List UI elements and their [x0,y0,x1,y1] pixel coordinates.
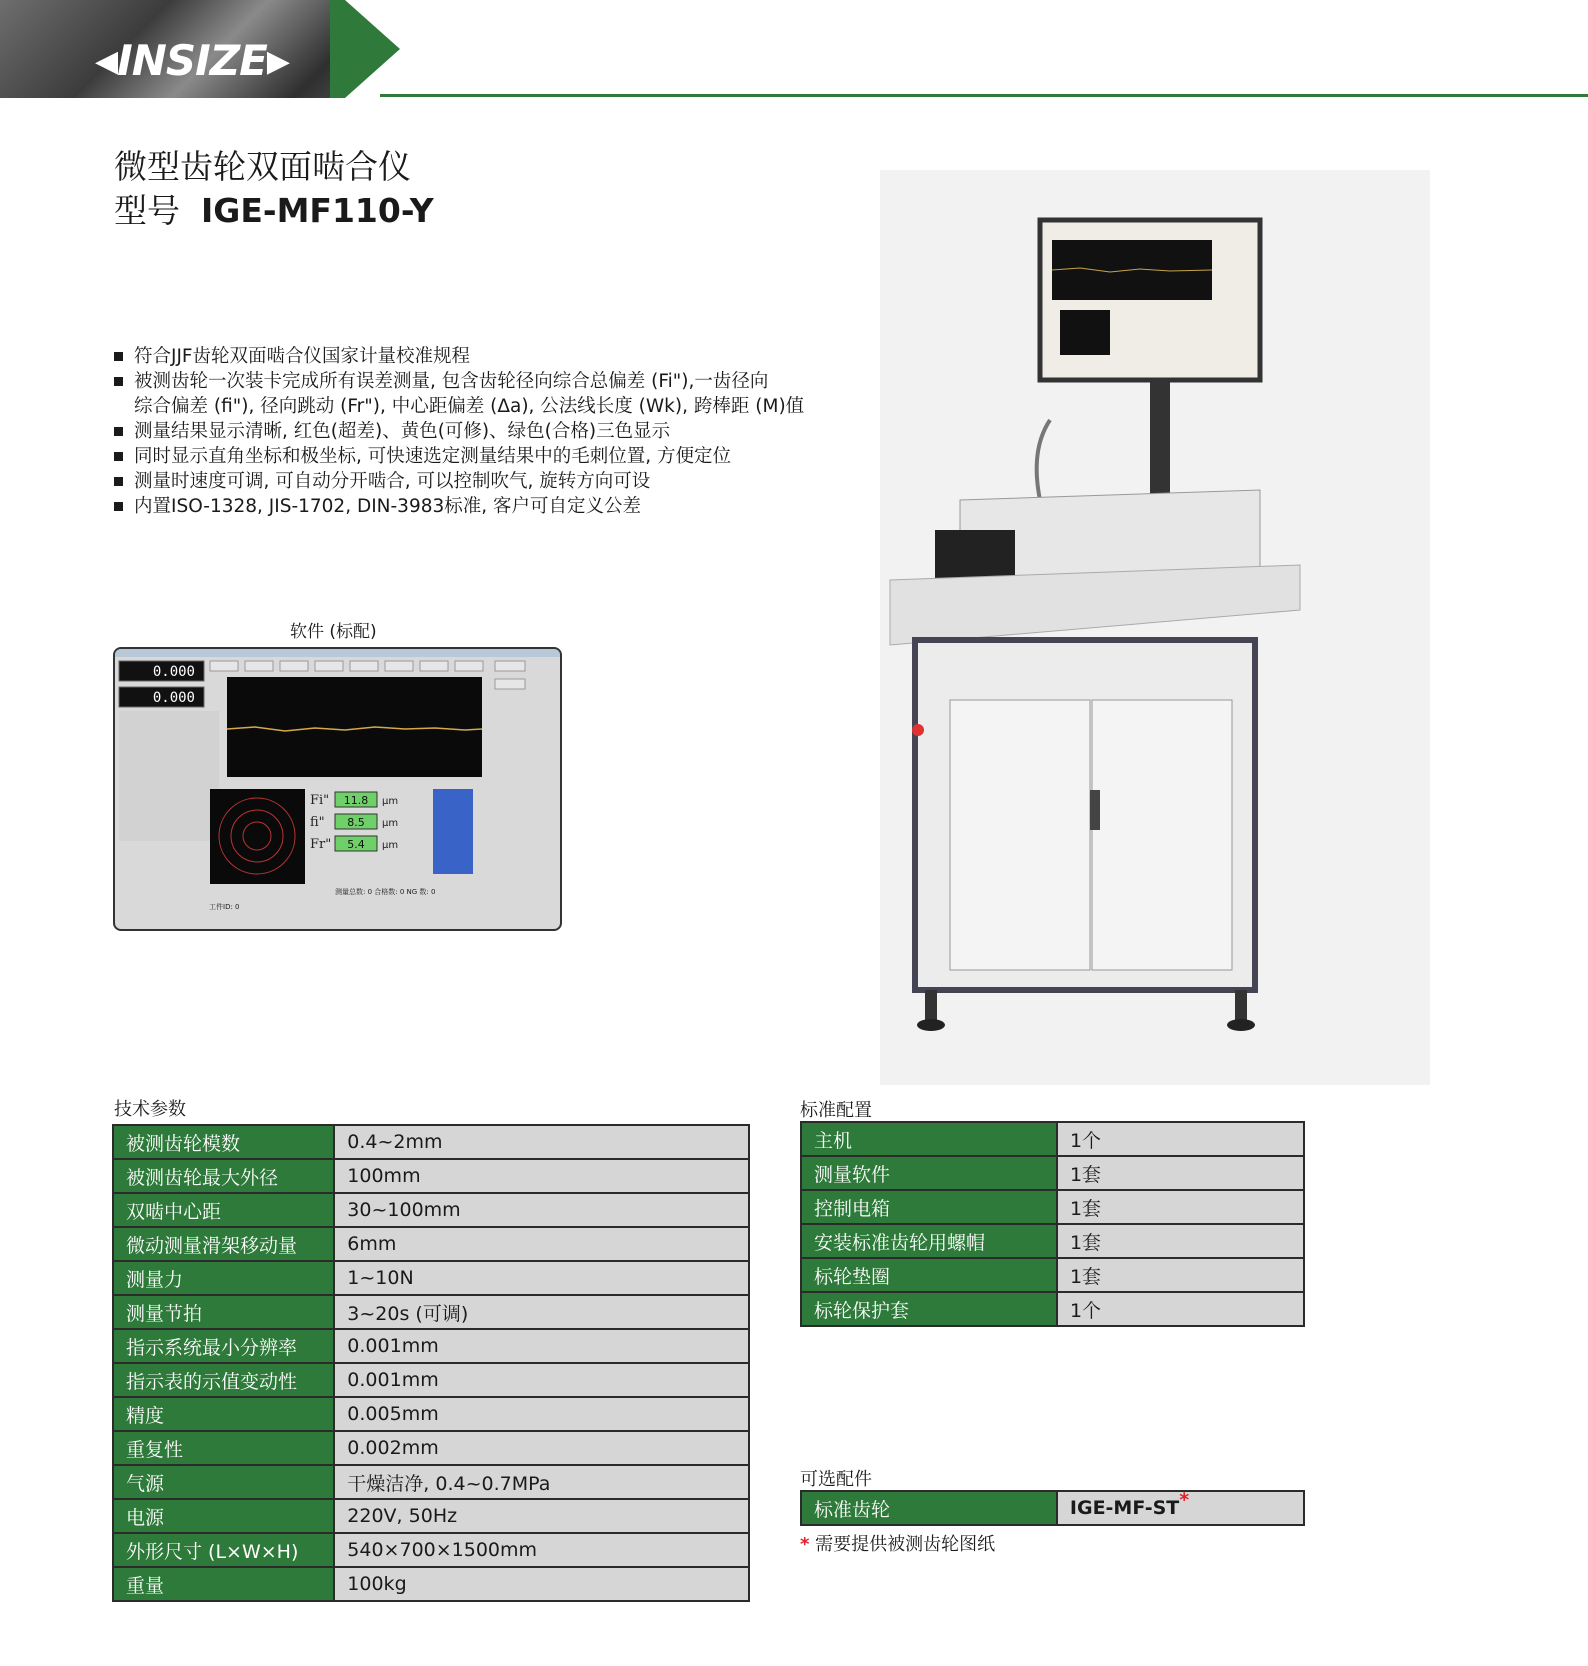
table-row [801,1491,1304,1525]
table-row [113,1125,749,1159]
param-name: 电源 [113,1499,334,1533]
feature-item [114,419,874,444]
bullet-icon [114,477,123,486]
fr-value: 5.4 [347,838,365,851]
model-prefix: 型号 [114,191,180,230]
param-name: 测量节拍 [113,1295,334,1329]
table-row [801,1258,1304,1292]
feature-text: 测量结果显示清晰, 红色(超差)、黄色(可修)、绿色(合格)三色显示 [134,421,671,442]
tech-params-title: 技术参数 [114,1099,186,1120]
param-name: 标轮垫圈 [801,1258,1057,1292]
optional-key: 标准齿轮 [801,1491,1057,1525]
param-value: 1套 [1057,1156,1304,1190]
svg-text:fi": fi" [310,815,325,830]
tech-params-table [112,1124,750,1602]
param-value: 1套 [1057,1258,1304,1292]
svg-text:Fr": Fr" [310,837,332,852]
fi-value: 8.5 [347,816,365,829]
logo-right-arrow-icon: ▶ [266,44,289,79]
param-value: 30~100mm [334,1193,749,1227]
optional-value: IGE-MF-ST [1069,1497,1180,1519]
param-name: 精度 [113,1397,334,1431]
brand-name: INSIZE [117,36,267,85]
param-value: 1~10N [334,1261,749,1295]
product-model-line [114,189,434,233]
feature-item [114,494,874,519]
param-name: 重量 [113,1567,334,1601]
param-name: 指示系统最小分辨率 [113,1329,334,1363]
param-name: 重复性 [113,1431,334,1465]
software-ui-illustration [115,649,560,929]
param-name: 外形尺寸 (L×W×H) [113,1533,334,1567]
bullet-icon [114,352,123,361]
param-value: 100kg [334,1567,749,1601]
product-name: 微型齿轮双面啮合仪 [114,147,411,186]
software-caption: 软件 (标配) [290,622,377,642]
feature-text: 符合JJF齿轮双面啮合仪国家计量校准规程 [134,346,471,367]
table-row [113,1431,749,1465]
table-row [113,1295,749,1329]
software-screenshot [113,647,562,931]
feature-item [114,369,874,394]
feature-text: 综合偏差 (fi"), 径向跳动 (Fr"), 中心距偏差 (Δa), 公法线长度 (Wk), 跨棒距 (M)值 [134,396,805,417]
param-name: 测量力 [113,1261,334,1295]
feature-text: 测量时速度可调, 可自动分开啮合, 可以控制吹气, 旋转方向可设 [134,471,651,492]
param-name: 被测齿轮模数 [113,1125,334,1159]
param-value: 干燥洁净, 0.4~0.7MPa [334,1465,749,1499]
feature-item [114,344,874,369]
feature-text: 同时显示直角坐标和极坐标, 可快速选定测量结果中的毛刺位置, 方便定位 [134,446,732,467]
param-name: 被测齿轮最大外径 [113,1159,334,1193]
feature-item [114,469,874,494]
bullet-icon [114,427,123,436]
fi-total-value: 11.8 [343,794,369,807]
model-number: IGE-MF110-Y [200,191,434,230]
param-name: 控制电箱 [801,1190,1057,1224]
param-value: 0.001mm [334,1363,749,1397]
svg-text:测量总数: 0 合格数: 0 NG 数: 0: 测量总数: 0 合格数: 0 NG 数: 0 [335,888,436,896]
svg-text:Fi": Fi" [310,793,330,808]
bullet-icon [114,452,123,461]
param-value: 1套 [1057,1190,1304,1224]
svg-text:μm: μm [382,796,399,807]
svg-text:μm: μm [382,818,399,829]
param-value: 540×700×1500mm [334,1533,749,1567]
header-banner [0,0,1588,100]
param-value: 6mm [334,1227,749,1261]
table-row [113,1261,749,1295]
optional-value-cell [1057,1491,1304,1525]
feature-item-continued [114,394,874,419]
table-row [113,1397,749,1431]
table-row [801,1190,1304,1224]
gear-tester-illustration [880,170,1430,1085]
table-row [113,1329,749,1363]
asterisk-icon: * [1179,1489,1190,1511]
standard-config-title: 标准配置 [800,1100,872,1121]
footnote [800,1530,995,1556]
table-row [113,1533,749,1567]
standard-config-table [800,1121,1305,1327]
table-row [801,1224,1304,1258]
param-value: 1套 [1057,1224,1304,1258]
feature-text: 被测齿轮一次装卡完成所有误差测量, 包含齿轮径向综合总偏差 (Fi"),一齿径向 [134,371,769,392]
asterisk-icon: * [800,1534,810,1555]
param-name: 双啮中心距 [113,1193,334,1227]
svg-text:工件ID: 0: 工件ID: 0 [209,903,240,911]
table-row [113,1499,749,1533]
optional-accessories-title: 可选配件 [800,1469,872,1490]
header-green-arrow [330,0,400,98]
table-row [801,1292,1304,1326]
footnote-text: 需要提供被测齿轮图纸 [815,1534,996,1555]
bullet-icon [114,502,123,511]
bullet-icon [114,377,123,386]
table-row [113,1567,749,1601]
readout-1: 0.000 [152,664,195,680]
table-row [801,1156,1304,1190]
readout-2: 0.000 [152,690,195,706]
param-name: 标轮保护套 [801,1292,1057,1326]
feature-text: 内置ISO-1328, JIS-1702, DIN-3983标准, 客户可自定义公差 [134,496,642,517]
optional-accessories-table [800,1490,1305,1526]
param-name: 安装标准齿轮用螺帽 [801,1224,1057,1258]
param-value: 0.005mm [334,1397,749,1431]
param-value: 1个 [1057,1292,1304,1326]
param-name: 气源 [113,1465,334,1499]
svg-text:μm: μm [382,840,399,851]
param-value: 220V, 50Hz [334,1499,749,1533]
table-row [801,1122,1304,1156]
param-name: 微动测量滑架移动量 [113,1227,334,1261]
table-row [113,1193,749,1227]
machine-photo [880,170,1430,1085]
param-value: 100mm [334,1159,749,1193]
param-name: 指示表的示值变动性 [113,1363,334,1397]
param-value: 0.4~2mm [334,1125,749,1159]
param-value: 0.002mm [334,1431,749,1465]
param-value: 3~20s (可调) [334,1295,749,1329]
param-value: 1个 [1057,1122,1304,1156]
logo-left-arrow-icon: ◀ [95,44,118,79]
table-row [113,1227,749,1261]
table-row [113,1159,749,1193]
table-row [113,1465,749,1499]
feature-list [114,344,874,519]
product-title [114,145,434,233]
feature-item [114,444,874,469]
param-name: 主机 [801,1122,1057,1156]
header-green-line [380,94,1588,97]
table-row [113,1363,749,1397]
brand-logo [95,36,289,85]
param-name: 测量软件 [801,1156,1057,1190]
param-value: 0.001mm [334,1329,749,1363]
